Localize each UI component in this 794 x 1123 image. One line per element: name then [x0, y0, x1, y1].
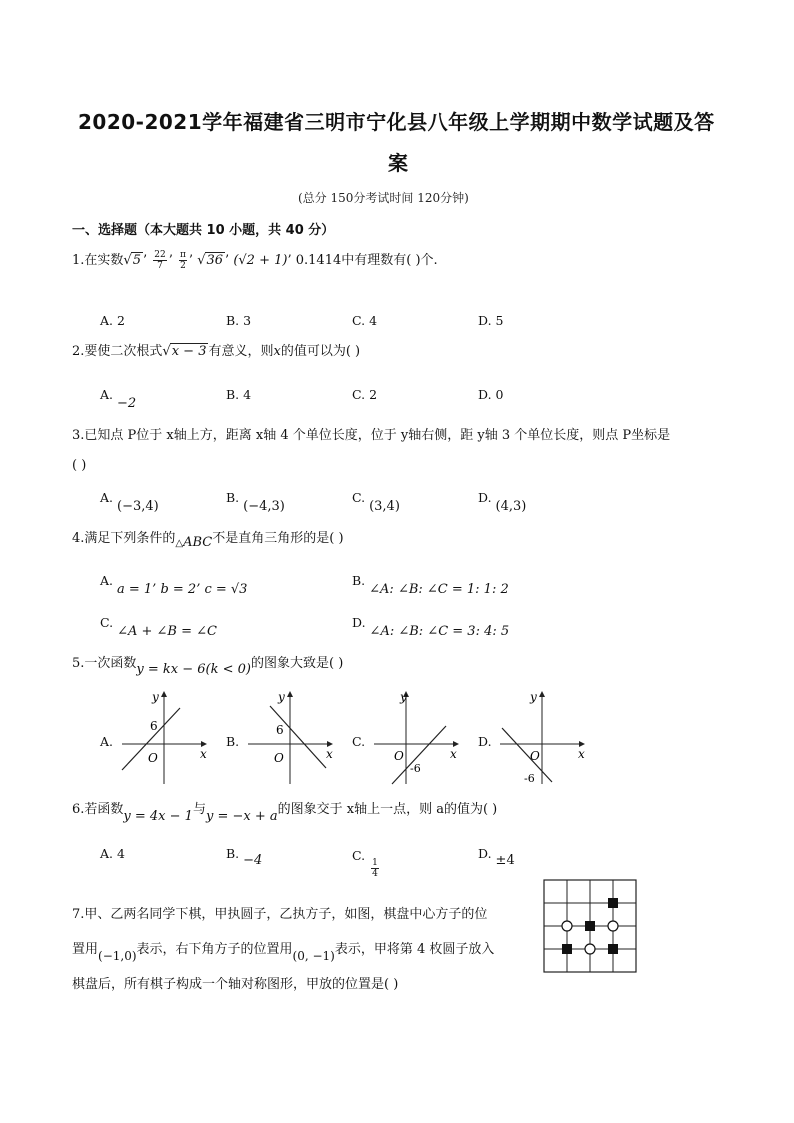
q2-option-d: D. 0 [478, 387, 504, 402]
q1-fraction-pi-2: $\frac{\pi}{2}$ [180, 250, 186, 271]
round-piece [608, 921, 618, 931]
q2-option-b: B. 4 [226, 387, 252, 402]
question-6 [72, 800, 498, 824]
q4-option-c: C. ∠A + ∠B = ∠C [100, 615, 217, 639]
question-4 [72, 529, 344, 550]
y-label: y [278, 690, 285, 704]
q5-option-d-label: D. [478, 734, 492, 749]
q5-prefix: 5.一次函数 [72, 656, 137, 671]
x-label: x [200, 747, 207, 761]
q6-function-1: y = 4x − 1 [123, 809, 193, 824]
q7-coord-1: (−1,0) [98, 949, 137, 963]
q4-option-d: D. ∠A: ∠B: ∠C = 3: 4: 5 [352, 615, 510, 639]
q2-radical: √x − 3 [162, 344, 207, 359]
q1-sep: ’ [168, 253, 173, 268]
origin-label: O [274, 751, 284, 765]
square-piece [585, 921, 595, 931]
q6-prefix: 6.若函数 [72, 802, 124, 817]
q5-option-b-label: B. [226, 734, 240, 749]
q7-text-a: 置用 [72, 942, 99, 957]
page-title: 2020-2021学年福建省三明市宁化县八年级上学期期中数学试题及答 [78, 110, 715, 134]
q6-option-a: A. 4 [100, 846, 125, 861]
q1-decimal: 0.1414 [295, 253, 342, 268]
x-label: x [326, 747, 333, 761]
question-7-line-3: 棋盘后，所有棋子构成一个轴对称图形，甲放的位置是( ) [72, 977, 399, 992]
q1-fraction-22-7: $\frac{22}{7}$ [154, 250, 166, 271]
origin-label: O [530, 749, 540, 763]
q6-function-2: y = −x + a [205, 809, 278, 824]
q5-expression: y = kx − 6(k < 0) [136, 662, 251, 677]
page-title-continued: 案 [388, 151, 409, 175]
q1-sum: (√2 + 1) [233, 253, 288, 268]
q2-option-a: A. −2 [100, 387, 137, 411]
q5-option-a-label: A. [100, 734, 114, 749]
q5-option-c-label: C. [352, 734, 366, 749]
question-7-line-1: 7.甲、乙两名同学下棋，甲执圆子，乙执方子，如图，棋盘中心方子的位 [72, 907, 488, 922]
chess-board-figure [542, 878, 638, 974]
exam-info: (总分 150分考试时间 120分钟) [298, 191, 469, 205]
triangle-symbol: △ [175, 538, 184, 549]
y-label: y [400, 690, 407, 704]
q7-text-c: 表示，甲将第 4 枚圆子放入 [334, 942, 495, 957]
q1-sep: ’ [225, 253, 230, 268]
y-label: y [152, 690, 159, 704]
q4-suffix: 不是直角三角形的是( ) [212, 531, 344, 546]
square-piece [608, 898, 618, 908]
q2-prefix: 2.要使二次根式 [72, 344, 163, 359]
intercept-label: 6 [150, 719, 158, 733]
q6-option-b: B. −4 [226, 846, 263, 868]
x-label: x [450, 747, 457, 761]
origin-label: O [394, 749, 404, 763]
q1-option-a: A. 2 [100, 313, 125, 328]
q4-option-b: B. ∠A: ∠B: ∠C = 1: 1: 2 [352, 573, 509, 597]
q3-option-b: B. (−4,3) [226, 490, 285, 514]
q1-option-b: B. 3 [226, 313, 252, 328]
q1-sqrt36: √36 [197, 253, 224, 268]
q1-option-d: D. 5 [478, 313, 504, 328]
q1-sep: ’ [287, 253, 292, 268]
q6-suffix: 的图象交于 x轴上一点，则 a的值为( ) [277, 802, 498, 817]
q3-option-d: D. (4,3) [478, 490, 527, 514]
q1-suffix: 中有理数有( )个. [341, 253, 438, 268]
q2-middle: 有意义，则 [208, 344, 274, 359]
q2-suffix: 的值可以为( ) [280, 344, 361, 359]
q5-graph-c [370, 688, 462, 788]
q3-option-c: C. (3,4) [352, 490, 400, 514]
square-piece [562, 944, 572, 954]
question-3: 3.已知点 P位于 x轴上方，距离 x轴 4 个单位长度，位于 y轴右侧，距 y轴 3 个单位长度，则点 P坐标是 [72, 428, 671, 443]
x-label: x [578, 747, 585, 761]
q5-graph-a [118, 688, 210, 788]
origin-label: O [148, 751, 158, 765]
q1-sep: ’ [188, 253, 194, 268]
q3-option-a: A. (−3,4) [100, 490, 159, 514]
q2-var: x [273, 344, 281, 359]
intercept-label: 6 [276, 723, 284, 737]
q4-prefix: 4.满足下列条件的 [72, 531, 176, 546]
q6-option-c: C. $\frac{1}{4}$ [352, 848, 378, 879]
y-label: y [530, 690, 537, 704]
q1-prefix: 1.在实数 [72, 253, 124, 268]
question-1 [72, 250, 438, 271]
intercept-label: -6 [410, 762, 421, 775]
question-7-line-2 [72, 939, 495, 963]
question-5 [72, 654, 344, 677]
q6-mid: 与 [192, 802, 206, 817]
q6-fraction: $\frac{1}{4}$ [372, 858, 378, 879]
q5-graph-d [496, 688, 588, 788]
q5-graph-b [244, 688, 336, 788]
question-3-bracket: ( ) [72, 458, 87, 473]
round-piece [585, 944, 595, 954]
q1-sqrt5: √5 [123, 253, 141, 268]
q7-coord-2: (0, −1) [292, 949, 335, 963]
round-piece [562, 921, 572, 931]
q5-suffix: 的图象大致是( ) [251, 656, 344, 671]
q4-option-a: A. a = 1’ b = 2’ c = √3 [100, 573, 248, 597]
q6-option-d: D. ±4 [478, 846, 515, 868]
section-heading: 一、选择题（本大题共 10 小题，共 40 分） [72, 223, 335, 238]
intercept-label: -6 [524, 772, 535, 785]
q2-option-c: C. 2 [352, 387, 378, 402]
question-2 [72, 342, 360, 362]
q4-abc: ABC [183, 535, 213, 550]
q1-option-c: C. 4 [352, 313, 378, 328]
square-piece [608, 944, 618, 954]
q1-sep: ’ [142, 253, 148, 268]
q7-text-b: 表示，右下角方子的位置用 [136, 942, 293, 957]
